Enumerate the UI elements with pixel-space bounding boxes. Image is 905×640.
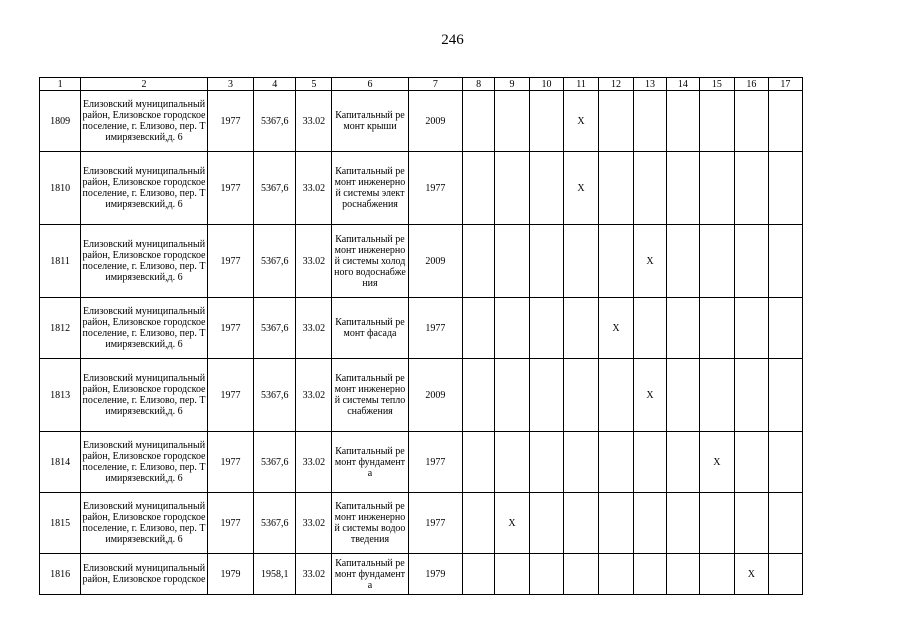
mark-cell: X	[564, 91, 599, 152]
column-number: 6	[332, 78, 408, 91]
code-cell: 33.02	[296, 152, 332, 225]
work-type-cell: Капитальный ремонт фундамента	[332, 432, 408, 493]
mark-cell: X	[699, 432, 734, 493]
mark-cell	[699, 554, 734, 595]
row-number: 1809	[40, 91, 81, 152]
mark-cell	[564, 359, 599, 432]
mark-cell	[530, 554, 564, 595]
mark-cell	[734, 225, 768, 298]
address-cell: Елизовский муниципальный район, Елизовское городское	[81, 554, 208, 595]
mark-cell	[463, 554, 495, 595]
year-built-cell: 1977	[207, 91, 253, 152]
table-row	[40, 554, 803, 595]
year-built-cell: 1979	[207, 554, 253, 595]
table-row	[40, 359, 803, 432]
mark-cell	[599, 493, 634, 554]
mark-cell	[530, 91, 564, 152]
mark-cell	[634, 152, 667, 225]
mark-cell	[768, 359, 802, 432]
address-cell: Елизовский муниципальный район, Елизовское городское поселение, г. Елизово, пер. Тимирязевский,д. 6	[81, 493, 208, 554]
page-number: 246	[441, 32, 464, 48]
row-number: 1816	[40, 554, 81, 595]
mark-cell	[699, 91, 734, 152]
mark-cell	[564, 493, 599, 554]
mark-cell	[599, 152, 634, 225]
mark-cell: X	[495, 493, 530, 554]
mark-cell	[666, 91, 699, 152]
column-number: 12	[599, 78, 634, 91]
mark-cell	[495, 225, 530, 298]
mark-cell	[495, 432, 530, 493]
year-built-cell: 1977	[207, 298, 253, 359]
mark-cell	[530, 493, 564, 554]
address-cell: Елизовский муниципальный район, Елизовское городское поселение, г. Елизово, пер. Тимирязевский,д. 6	[81, 298, 208, 359]
year-built-cell: 1977	[207, 432, 253, 493]
area-cell: 5367,6	[254, 152, 296, 225]
table-row	[40, 225, 803, 298]
mark-cell	[734, 298, 768, 359]
work-type-cell: Капитальный ремонт инженерной системы электроснабжения	[332, 152, 408, 225]
year-built-cell: 1977	[207, 225, 253, 298]
code-cell: 33.02	[296, 91, 332, 152]
row-number: 1815	[40, 493, 81, 554]
mark-cell	[699, 225, 734, 298]
mark-cell	[463, 432, 495, 493]
column-number: 16	[734, 78, 768, 91]
mark-cell	[599, 432, 634, 493]
code-cell: 33.02	[296, 359, 332, 432]
mark-cell	[734, 493, 768, 554]
mark-cell	[495, 554, 530, 595]
mark-cell	[699, 298, 734, 359]
work-type-cell: Капитальный ремонт инженерной системы теплоснабжения	[332, 359, 408, 432]
mark-cell	[699, 493, 734, 554]
year-cell: 2009	[408, 91, 463, 152]
mark-cell	[734, 359, 768, 432]
mark-cell	[666, 225, 699, 298]
code-cell: 33.02	[296, 493, 332, 554]
year-cell: 2009	[408, 225, 463, 298]
column-number: 3	[207, 78, 253, 91]
mark-cell	[599, 554, 634, 595]
address-cell: Елизовский муниципальный район, Елизовское городское поселение, г. Елизово, пер. Тимирязевский,д. 6	[81, 225, 208, 298]
mark-cell	[734, 152, 768, 225]
year-built-cell: 1977	[207, 359, 253, 432]
year-cell: 2009	[408, 359, 463, 432]
code-cell: 33.02	[296, 298, 332, 359]
table-row	[40, 152, 803, 225]
mark-cell	[463, 152, 495, 225]
column-number: 5	[296, 78, 332, 91]
year-built-cell: 1977	[207, 152, 253, 225]
area-cell: 5367,6	[254, 91, 296, 152]
table-row	[40, 91, 803, 152]
mark-cell	[666, 493, 699, 554]
mark-cell	[599, 225, 634, 298]
row-number: 1811	[40, 225, 81, 298]
mark-cell	[699, 359, 734, 432]
mark-cell	[666, 152, 699, 225]
mark-cell	[530, 225, 564, 298]
address-cell: Елизовский муниципальный район, Елизовское городское поселение, г. Елизово, пер. Тимирязевский,д. 6	[81, 359, 208, 432]
mark-cell: X	[634, 359, 667, 432]
mark-cell	[734, 91, 768, 152]
mark-cell	[634, 432, 667, 493]
mark-cell	[530, 298, 564, 359]
work-type-cell: Капитальный ремонт инженерной системы водоотведения	[332, 493, 408, 554]
mark-cell	[530, 432, 564, 493]
mark-cell	[463, 298, 495, 359]
column-number: 14	[666, 78, 699, 91]
mark-cell: X	[599, 298, 634, 359]
mark-cell	[463, 493, 495, 554]
register-table	[39, 77, 803, 595]
mark-cell	[463, 225, 495, 298]
column-number: 13	[634, 78, 667, 91]
mark-cell	[768, 432, 802, 493]
address-cell: Елизовский муниципальный район, Елизовское городское поселение, г. Елизово, пер. Тимирязевский,д. 6	[81, 432, 208, 493]
year-cell: 1977	[408, 432, 463, 493]
work-type-cell: Капитальный ремонт фундамента	[332, 554, 408, 595]
table-row	[40, 298, 803, 359]
table-row	[40, 432, 803, 493]
mark-cell	[768, 225, 802, 298]
table-row	[40, 493, 803, 554]
work-type-cell: Капитальный ремонт инженерной системы холодного водоснабжения	[332, 225, 408, 298]
mark-cell	[495, 152, 530, 225]
mark-cell	[564, 432, 599, 493]
mark-cell	[634, 554, 667, 595]
code-cell: 33.02	[296, 554, 332, 595]
column-number: 10	[530, 78, 564, 91]
mark-cell	[564, 298, 599, 359]
column-number: 17	[768, 78, 802, 91]
year-cell: 1977	[408, 298, 463, 359]
mark-cell	[599, 91, 634, 152]
row-number: 1810	[40, 152, 81, 225]
work-type-cell: Капитальный ремонт крыши	[332, 91, 408, 152]
area-cell: 1958,1	[254, 554, 296, 595]
mark-cell	[734, 432, 768, 493]
column-number: 2	[81, 78, 208, 91]
mark-cell	[634, 493, 667, 554]
column-number: 1	[40, 78, 81, 91]
mark-cell: X	[564, 152, 599, 225]
column-number: 15	[699, 78, 734, 91]
mark-cell	[768, 91, 802, 152]
mark-cell	[495, 298, 530, 359]
mark-cell	[495, 91, 530, 152]
mark-cell	[768, 152, 802, 225]
mark-cell	[530, 152, 564, 225]
mark-cell	[666, 554, 699, 595]
area-cell: 5367,6	[254, 493, 296, 554]
year-cell: 1977	[408, 493, 463, 554]
mark-cell	[768, 554, 802, 595]
mark-cell	[599, 359, 634, 432]
code-cell: 33.02	[296, 432, 332, 493]
column-number: 4	[254, 78, 296, 91]
area-cell: 5367,6	[254, 225, 296, 298]
column-number: 8	[463, 78, 495, 91]
column-number-row	[40, 78, 803, 91]
row-number: 1814	[40, 432, 81, 493]
mark-cell	[495, 359, 530, 432]
mark-cell	[768, 493, 802, 554]
address-cell: Елизовский муниципальный район, Елизовское городское поселение, г. Елизово, пер. Тимирязевский,д. 6	[81, 152, 208, 225]
code-cell: 33.02	[296, 225, 332, 298]
mark-cell	[564, 554, 599, 595]
mark-cell	[463, 91, 495, 152]
mark-cell	[463, 359, 495, 432]
area-cell: 5367,6	[254, 432, 296, 493]
area-cell: 5367,6	[254, 359, 296, 432]
mark-cell	[634, 91, 667, 152]
mark-cell	[634, 298, 667, 359]
mark-cell	[666, 432, 699, 493]
column-number: 9	[495, 78, 530, 91]
mark-cell: X	[734, 554, 768, 595]
row-number: 1813	[40, 359, 81, 432]
mark-cell: X	[634, 225, 667, 298]
column-number: 7	[408, 78, 463, 91]
year-built-cell: 1977	[207, 493, 253, 554]
work-type-cell: Капитальный ремонт фасада	[332, 298, 408, 359]
area-cell: 5367,6	[254, 298, 296, 359]
mark-cell	[530, 359, 564, 432]
mark-cell	[564, 225, 599, 298]
year-cell: 1977	[408, 152, 463, 225]
mark-cell	[699, 152, 734, 225]
address-cell: Елизовский муниципальный район, Елизовское городское поселение, г. Елизово, пер. Тимирязевский,д. 6	[81, 91, 208, 152]
mark-cell	[666, 298, 699, 359]
column-number: 11	[564, 78, 599, 91]
row-number: 1812	[40, 298, 81, 359]
year-cell: 1979	[408, 554, 463, 595]
mark-cell	[666, 359, 699, 432]
mark-cell	[768, 298, 802, 359]
